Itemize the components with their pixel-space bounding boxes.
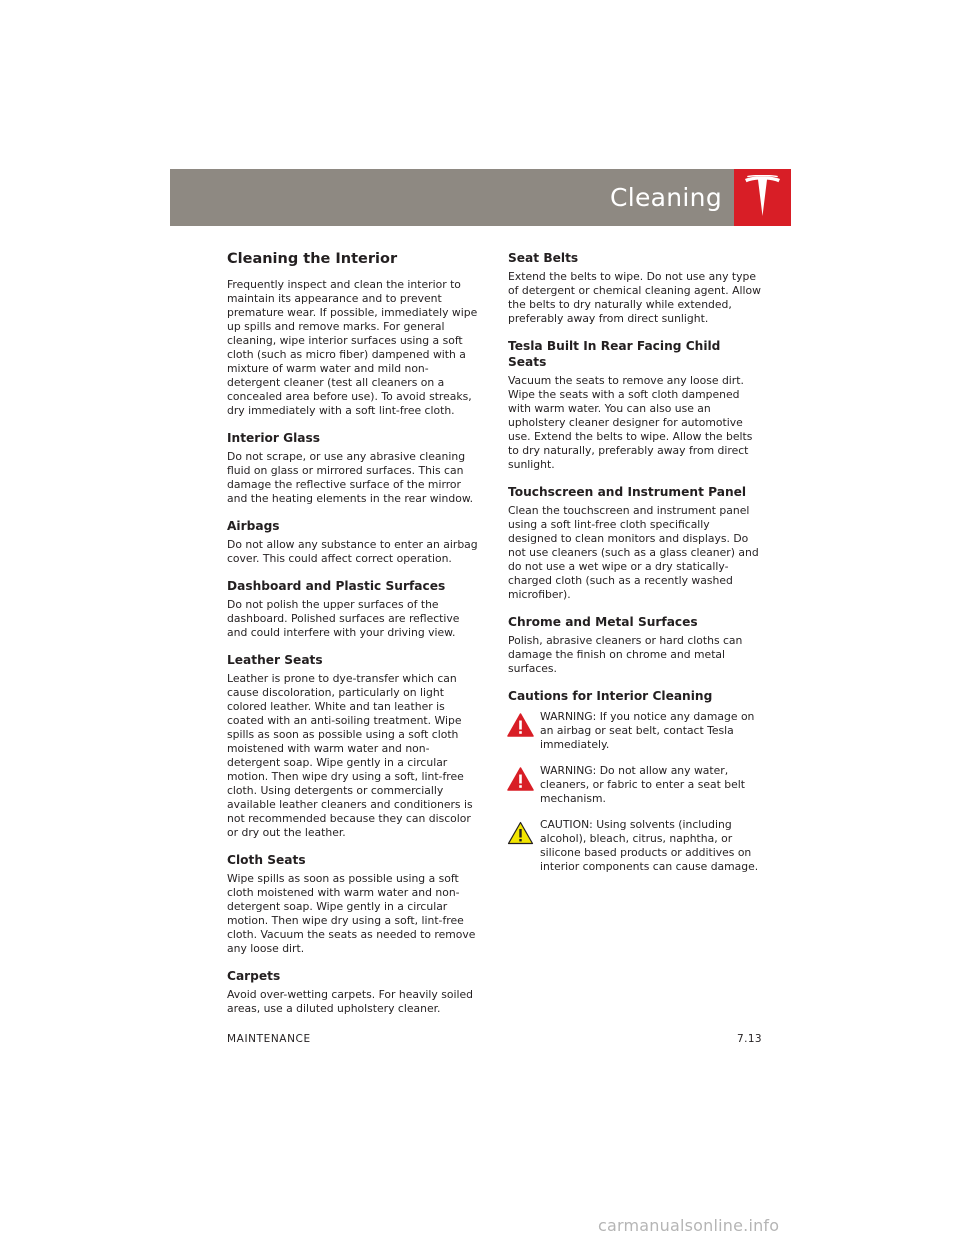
section-heading: Cloth Seats: [227, 853, 306, 867]
left-column: [227, 250, 481, 1028]
warning-icon: [507, 767, 534, 791]
tesla-logo-icon: [743, 175, 782, 219]
warning-text: WARNING: Do not allow any water, cleaners, or fabric to enter a seat belt mechanism.: [540, 764, 745, 805]
warning-text: WARNING: If you notice any damage on an airbag or seat belt, contact Tesla immediately.: [540, 710, 755, 751]
caution-icon: [507, 821, 534, 845]
page-number: 7.13: [737, 1033, 762, 1045]
warning-icon: [507, 713, 534, 737]
section-leather-seats: [227, 652, 481, 840]
section-dashboard: [227, 578, 481, 640]
section-body: Wipe spills as soon as possible using a soft cloth moistened with warm water and non-detergent soap. Wipe gently in a circular motion. Then wipe dry using a soft, lint-free cloth. Vacuum the seats as needed to remove any loose dirt.: [227, 872, 476, 955]
section-chrome-metal: [508, 614, 762, 676]
section-body: Do not scrape, or use any abrasive cleaning fluid on glass or mirrored surfaces. This can damage the reflective surface of the mirror and the heating elements in the rear window.: [227, 450, 474, 505]
warning-note: [508, 764, 762, 806]
section-heading: Interior Glass: [227, 431, 321, 445]
section-child-seats: [508, 338, 762, 472]
section-body: Polish, abrasive cleaners or hard cloths can damage the finish on chrome and metal surfaces.: [508, 634, 743, 675]
section-body: Vacuum the seats to remove any loose dirt. Wipe the seats with a soft cloth dampened with warm water. You can also use an upholstery cleaner designer for automotive use. Extend the belts to wipe. Allow the belts to dry naturally, preferably away from direct sunlight.: [508, 374, 753, 471]
section-heading: Leather Seats: [227, 653, 323, 667]
section-body: Do not allow any substance to enter an airbag cover. This could affect correct operation.: [227, 538, 478, 565]
section-carpets: [227, 968, 481, 1016]
caution-text: CAUTION: Using solvents (including alcohol), bleach, citrus, naphtha, or silicone based products or additives on interior components can cause damage.: [540, 818, 759, 873]
cautions-heading: Cautions for Interior Cleaning: [508, 689, 713, 703]
section-body: Clean the touchscreen and instrument panel using a soft lint-free cloth specifically designed to clean monitors and displays. Do not use cleaners (such as a glass cleaner) and do not use a wet wipe or a dry statically-charged cloth (such as a recently washed microfiber).: [508, 504, 759, 601]
section-cloth-seats: [227, 852, 481, 956]
right-column: [508, 250, 762, 886]
section-touchscreen: [508, 484, 762, 602]
section-heading: Airbags: [227, 519, 280, 533]
page-title: Cleaning: [609, 183, 722, 212]
intro-paragraph: Frequently inspect and clean the interior to maintain its appearance and to prevent premature wear. If possible, immediately wipe up spills and remove marks. For general cleaning, wipe interior surfaces using a soft cloth (such as micro fiber) dampened with a mixture of warm water and mild non-detergent cleaner (test all cleaners on a concealed area before use). To avoid streaks, dry immediately with a soft lint-free cloth.: [227, 278, 478, 417]
section-body: Do not polish the upper surfaces of the dashboard. Polished surfaces are reflective and could interfere with your driving view.: [227, 598, 460, 639]
section-heading: Chrome and Metal Surfaces: [508, 615, 698, 629]
caution-note: [508, 818, 762, 874]
section-heading: Carpets: [227, 969, 281, 983]
section-seat-belts: [508, 250, 762, 326]
section-heading: Seat Belts: [508, 251, 579, 265]
section-heading: Tesla Built In Rear Facing Child Seats: [508, 339, 721, 369]
section-interior-glass: [227, 430, 481, 506]
section-heading: Touchscreen and Instrument Panel: [508, 485, 747, 499]
section-body: Extend the belts to wipe. Do not use any type of detergent or chemical cleaning agent. Allow the belts to dry naturally while extended, preferably away from direct sunlight.: [508, 270, 761, 325]
section-body: Avoid over-wetting carpets. For heavily soiled areas, use a diluted upholstery cleaner.: [227, 988, 473, 1015]
warning-note: [508, 710, 762, 752]
section-airbags: [227, 518, 481, 566]
section-body: Leather is prone to dye-transfer which can cause discoloration, particularly on light colored leather. White and tan leather is coated with an anti-soiling treatment. Wipe spills as soon as possible using a soft cloth moistened with warm water and non-detergent soap. Wipe gently in a circular motion. Then wipe dry using a soft, lint-free cloth. Using detergents or commercially available leather cleaners and conditioners is not recommended because they can discolor or dry out the leather.: [227, 672, 473, 839]
watermark: carmanualsonline.info: [598, 1216, 780, 1235]
main-heading: Cleaning the Interior: [227, 251, 398, 267]
footer-section-label: MAINTENANCE: [227, 1033, 311, 1045]
brand-logo: [734, 169, 791, 226]
section-heading: Dashboard and Plastic Surfaces: [227, 579, 446, 593]
